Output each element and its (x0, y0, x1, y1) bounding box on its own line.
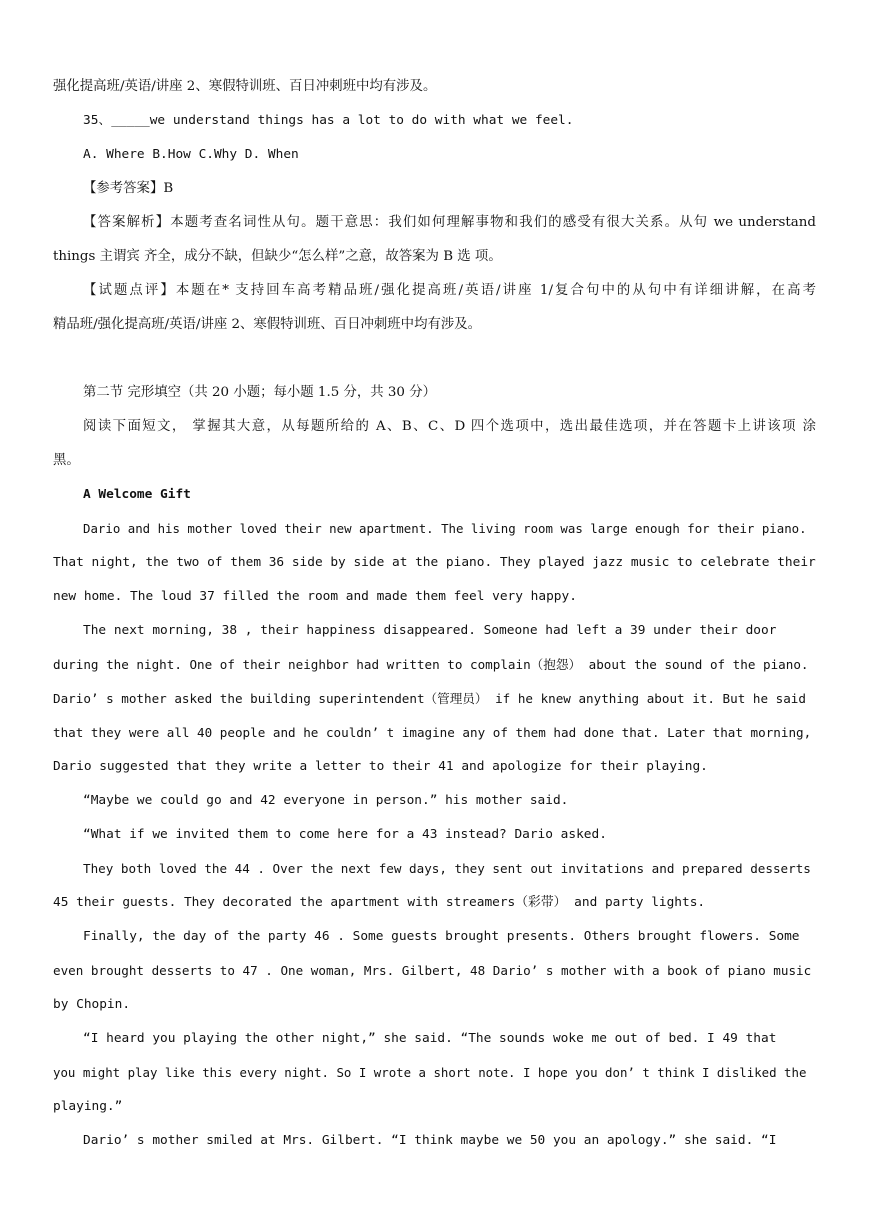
question-35-options: A. Where B.How C.Why D. When (83, 147, 299, 162)
question-35: 35、_____we understand things has a lot to do with what we feel. (83, 113, 574, 128)
passage-line: “I heard you playing the other night,” she said. “The sounds woke me out of bed. I 49 that (83, 1031, 777, 1046)
passage-line: Finally, the day of the party 46 . Some guests brought presents. Others brought flowers. Some (83, 929, 800, 944)
answer-analysis: 【答案解析】本题考查名词性从句。题干意思：我们如何理解事物和我们的感受有很大关系。从句 we understand (83, 215, 816, 230)
question-comment-cont: 精品班/强化提高班/英语/讲座 2、寒假特训班、百日冲刺班中均有涉及。 (53, 317, 482, 332)
question-comment: 【试题点评】本题在* 支持回车高考精品班/强化提高班/英语/讲座 1/复合句中的从句中有详细讲解，在高考 (83, 283, 816, 298)
passage-line: Dario’ s mother smiled at Mrs. Gilbert. “I think maybe we 50 you an apology.” she said. “I (83, 1133, 777, 1148)
section-heading: 第二节 完形填空（共 20 小题；每小题 1.5 分，共 30 分） (83, 385, 436, 400)
passage-line: “Maybe we could go and 42 everyone in person.” his mother said. (83, 793, 569, 808)
answer-analysis-cont: things 主谓宾 齐全，成分不缺，但缺少“怎么样”之意，故答案为 B 选 项。 (53, 249, 502, 264)
passage-line: They both loved the 44 . Over the next few days, they sent out invitations and prepared desserts (83, 861, 811, 876)
passage-line: new home. The loud 37 filled the room and made them feel very happy. (53, 589, 577, 604)
passage-line: playing.” (53, 1099, 123, 1114)
passage-line: Dario’ s mother asked the building superintendent（管理员） if he knew anything about it. But he said (53, 691, 806, 706)
passage-line: Dario suggested that they write a letter to their 41 and apologize for their playing. (53, 759, 708, 774)
reference-answer: 【参考答案】B (83, 181, 174, 196)
passage-line: even brought desserts to 47 . One woman, Mrs. Gilbert, 48 Dario’ s mother with a book of piano music (53, 963, 812, 978)
passage-line: “What if we invited them to come here for a 43 instead? Dario asked. (83, 827, 607, 842)
passage-line: that they were all 40 people and he couldn’ t imagine any of them had done that. Later that morning, (53, 725, 812, 740)
passage-line: That night, the two of them 36 side by side at the piano. They played jazz music to celebrate their (53, 555, 816, 570)
section-instructions-cont: 黑。 (53, 453, 80, 468)
passage-line: The next morning, 38 , their happiness disappeared. Someone had left a 39 under their door (83, 623, 777, 638)
passage-line: by Chopin. (53, 997, 131, 1012)
passage-line: you might play like this every night. So I wrote a short note. I hope you don’ t think I disliked the (53, 1065, 807, 1080)
passage-line: 45 their guests. They decorated the apartment with streamers（彩带） and party lights. (53, 895, 706, 910)
passage-title: A Welcome Gift (83, 487, 191, 502)
section-instructions: 阅读下面短文， 掌握其大意，从每题所给的 A、B、C、D 四个选项中，选出最佳选项，并在答题卡上讲该项 涂 (83, 419, 816, 434)
text-line: 强化提高班/英语/讲座 2、寒假特训班、百日冲刺班中均有涉及。 (53, 79, 437, 94)
passage-line: Dario and his mother loved their new apartment. The living room was large enough for their piano. (83, 521, 807, 536)
passage-line: during the night. One of their neighbor had written to complain（抱怨） about the sound of the piano. (53, 657, 809, 672)
